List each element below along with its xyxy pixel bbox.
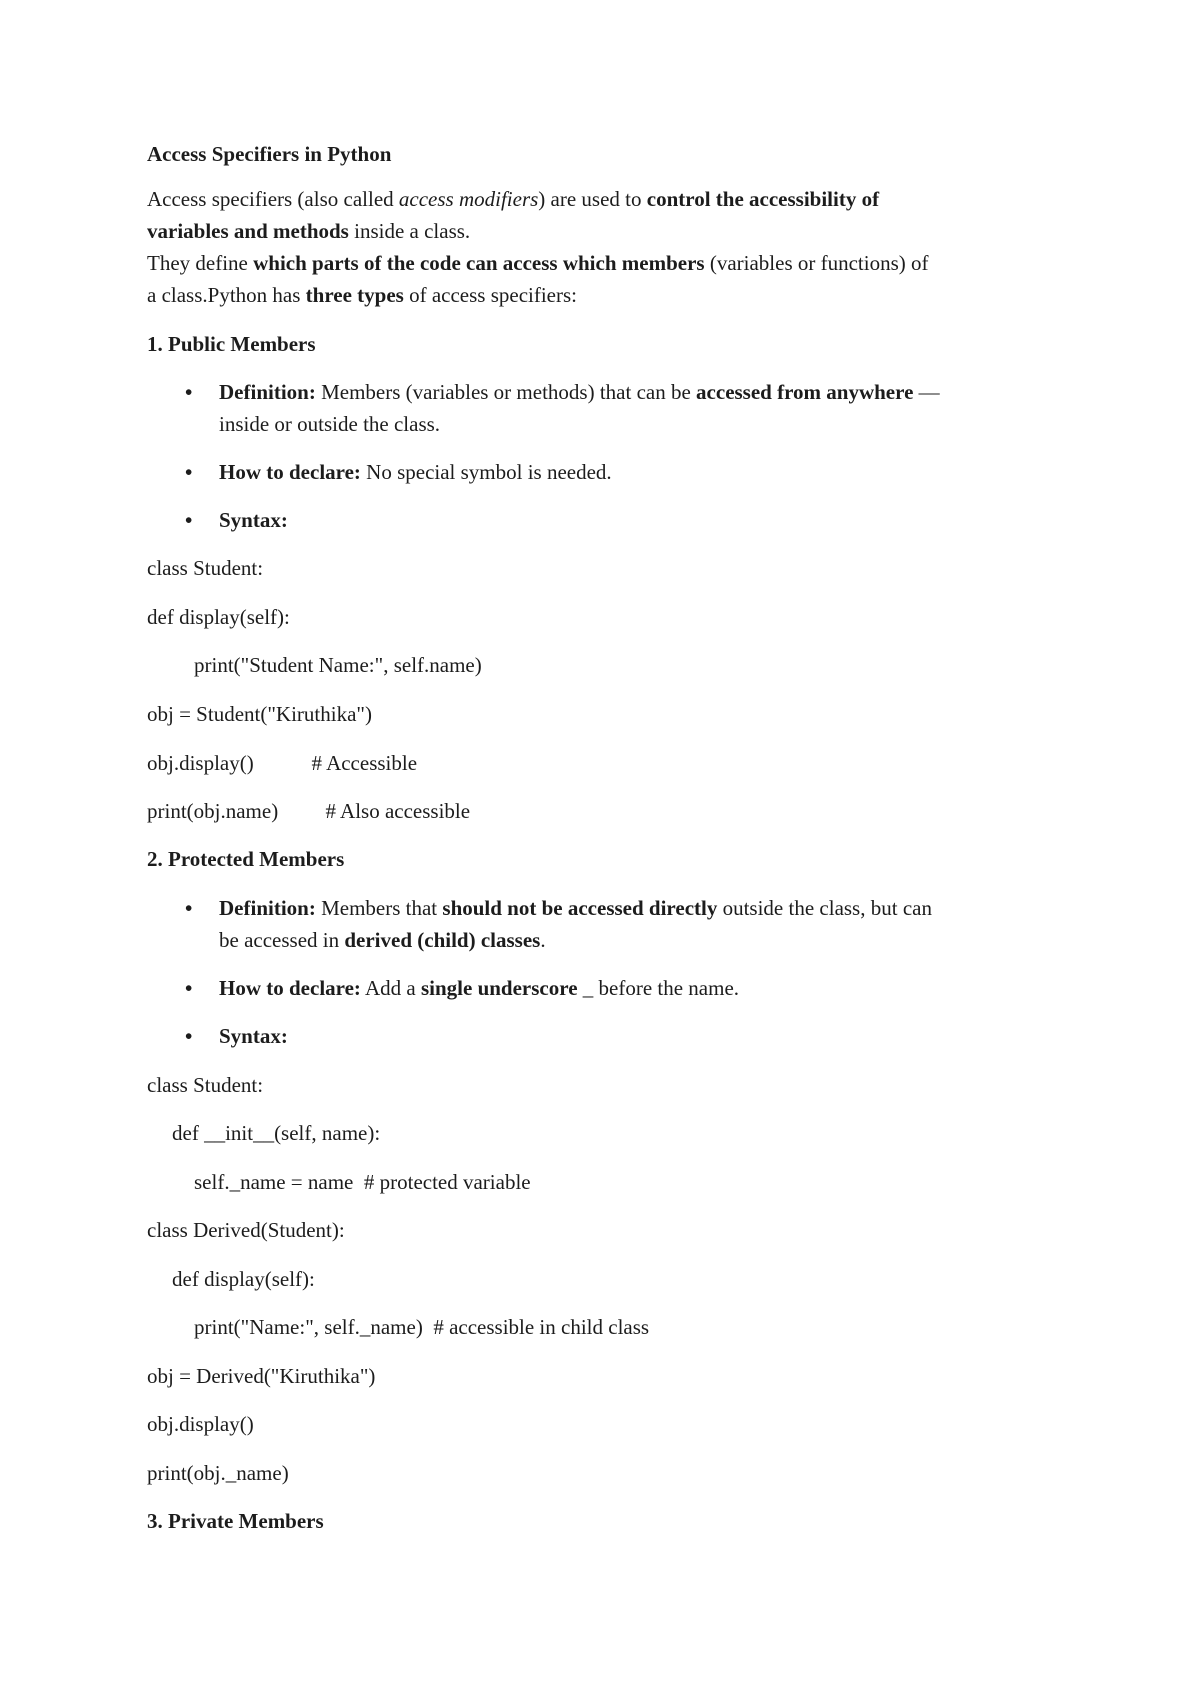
intro-text: ) are used to — [538, 187, 647, 211]
definition-text: Members (variables or methods) that can be — [315, 380, 697, 404]
code-line: print("Name:", self._name) # accessible in child class — [194, 1315, 650, 1339]
definition-bold-text: derived (child) classes — [344, 928, 541, 952]
intro-bold-text: three types — [305, 283, 404, 307]
definition-text: outside the class, but can — [717, 896, 932, 920]
bullet-icon: • — [185, 896, 193, 920]
definition-text: — — [913, 380, 940, 404]
section-heading-protected: 2. Protected Members — [147, 847, 345, 871]
code-line: def __init__(self, name): — [172, 1121, 381, 1145]
intro-text: of access specifiers: — [403, 283, 577, 307]
section-heading-public: 1. Public Members — [147, 332, 316, 356]
intro-text: a class.Python has — [147, 283, 306, 307]
definition-text: . — [540, 928, 546, 952]
how-label: How to declare: — [219, 976, 361, 1000]
bullet-icon: • — [185, 508, 193, 532]
bullet-icon: • — [185, 1024, 193, 1048]
intro-bold-text: which parts of the code can access which members — [253, 251, 705, 275]
intro-line-4 — [147, 279, 577, 311]
how-text: _ before the name. — [577, 976, 740, 1000]
definition-text: Members that — [315, 896, 443, 920]
intro-bold-text: control the accessibility of — [646, 187, 880, 211]
code-line: def display(self): — [147, 605, 290, 629]
page-title: Access Specifiers in Python — [147, 142, 392, 166]
bullet-icon: • — [185, 460, 193, 484]
protected-how-to-declare — [219, 972, 739, 1004]
protected-definition-line-2 — [219, 924, 546, 956]
code-line: obj.display() — [147, 1412, 254, 1436]
code-line: class Student: — [147, 1073, 264, 1097]
public-how-to-declare — [219, 456, 612, 488]
code-line: print(obj.name) # Also accessible — [147, 799, 471, 823]
definition-text: be accessed in — [219, 928, 345, 952]
definition-bold-text: accessed from anywhere — [696, 380, 914, 404]
code-line: obj.display() # Accessible — [147, 751, 418, 775]
code-line: print("Student Name:", self.name) — [194, 653, 482, 677]
protected-definition — [219, 892, 932, 924]
intro-bold-text: variables and methods — [147, 219, 349, 243]
how-label: How to declare: — [219, 460, 361, 484]
protected-syntax-label: Syntax: — [219, 1024, 288, 1048]
intro-text: (variables or functions) of — [704, 251, 929, 275]
how-text: No special symbol is needed. — [360, 460, 612, 484]
intro-italic-term: access modifiers — [398, 187, 539, 211]
public-definition-line-2: inside or outside the class. — [219, 412, 441, 436]
code-line: obj = Student("Kiruthika") — [147, 702, 372, 726]
how-text: Add a — [360, 976, 421, 1000]
intro-text: They define — [147, 251, 254, 275]
definition-label: Definition: — [219, 896, 316, 920]
definition-label: Definition: — [219, 380, 316, 404]
bullet-icon: • — [185, 380, 193, 404]
section-heading-private: 3. Private Members — [147, 1509, 324, 1533]
code-line: obj = Derived("Kiruthika") — [147, 1364, 376, 1388]
intro-line-2 — [147, 215, 470, 247]
intro-line-1 — [147, 183, 879, 215]
code-line: class Derived(Student): — [147, 1218, 345, 1242]
public-definition — [219, 376, 940, 408]
intro-text: inside a class. — [348, 219, 471, 243]
code-line: self._name = name # protected variable — [194, 1170, 531, 1194]
intro-line-3 — [147, 247, 929, 279]
how-bold-text: single underscore — [420, 976, 578, 1000]
code-line: print(obj._name) — [147, 1461, 289, 1485]
code-line: def display(self): — [172, 1267, 315, 1291]
definition-bold-text: should not be accessed directly — [442, 896, 718, 920]
intro-text: Access specifiers (also called — [147, 187, 399, 211]
public-syntax-label: Syntax: — [219, 508, 288, 532]
code-line: class Student: — [147, 556, 264, 580]
bullet-icon: • — [185, 976, 193, 1000]
